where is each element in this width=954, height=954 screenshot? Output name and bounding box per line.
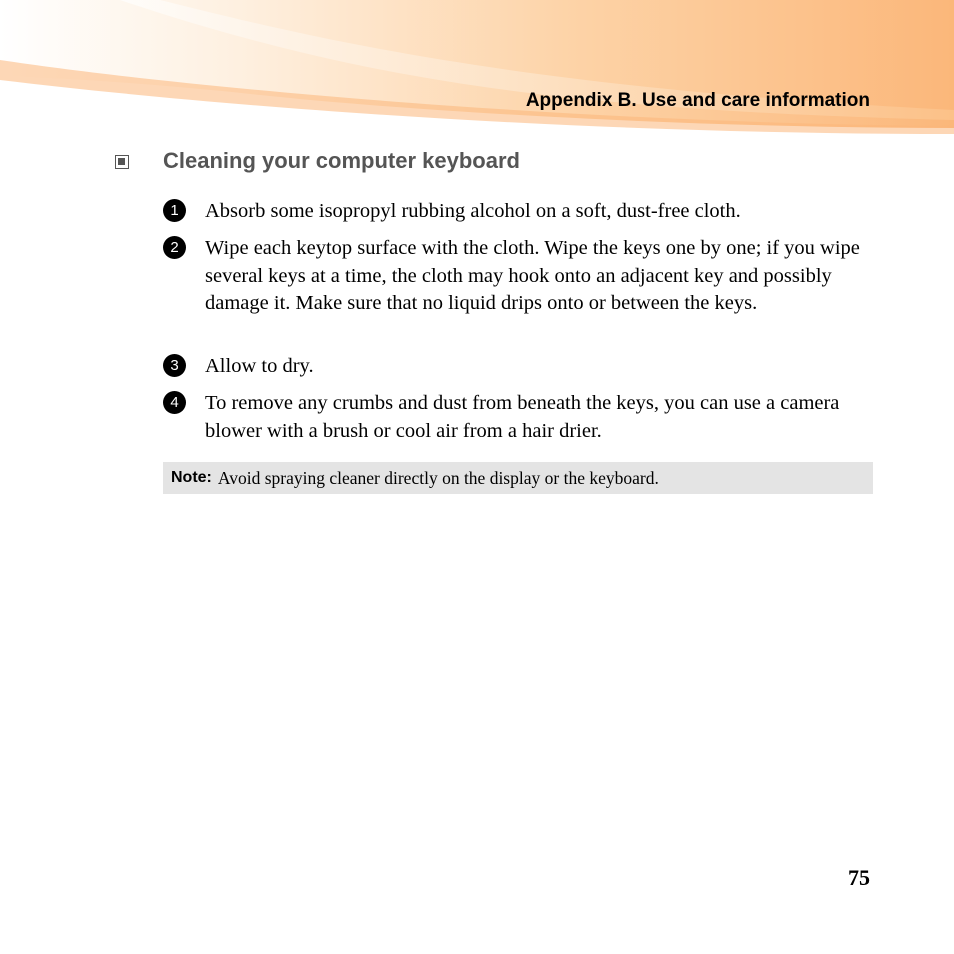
step-number-3-icon: 3: [163, 354, 186, 377]
chapter-header-title: Appendix B. Use and care information: [525, 90, 870, 111]
note-label: Note:: [171, 469, 212, 486]
step-text: To remove any crumbs and dust from beneath the keys, you can use a camera blower with a brush or cool air from a hair drier.: [205, 392, 840, 442]
step-text: Allow to dry.: [205, 355, 314, 377]
section-title: Cleaning your computer keyboard: [163, 148, 520, 173]
step-text: Wipe each keytop surface with the cloth. Wipe the keys one by one; if you wipe several keys at a time, the cloth may hook onto an adjacent key and possibly damage it. Make sure that no liquid drips onto or between the keys.: [205, 237, 860, 314]
step-number-2-icon: 2: [163, 236, 186, 259]
square-bullet-icon: [115, 155, 129, 169]
page-number: 75: [848, 865, 870, 890]
step-number-4-icon: 4: [163, 391, 186, 414]
note-text: Avoid spraying cleaner directly on the display or the keyboard.: [217, 467, 659, 488]
note-box: [163, 462, 873, 494]
header-decorative-band: [0, 0, 954, 140]
step-text: Absorb some isopropyl rubbing alcohol on a soft, dust-free cloth.: [205, 200, 741, 222]
step-number-1-icon: 1: [163, 199, 186, 222]
